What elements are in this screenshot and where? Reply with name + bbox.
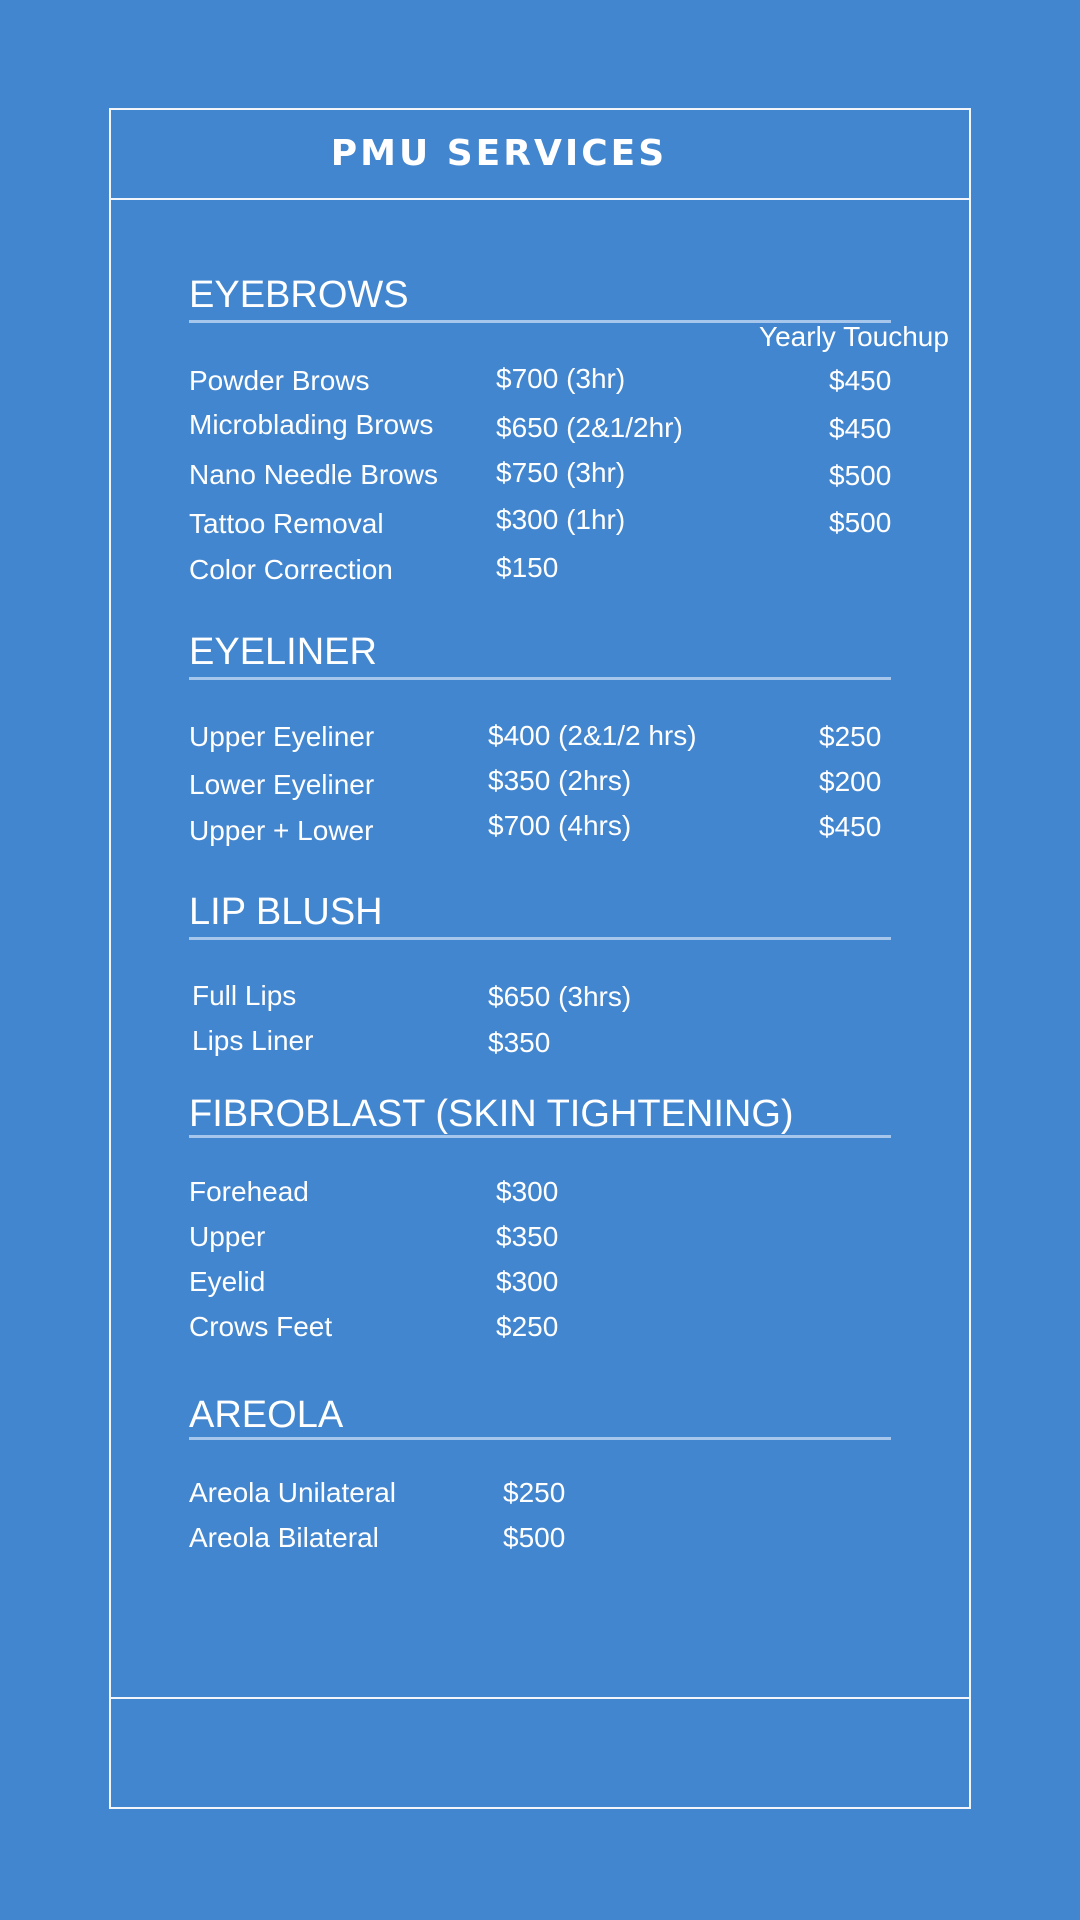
service-name: Eyelid (189, 1266, 266, 1297)
service-price: $350 (496, 1221, 559, 1252)
section-heading-lip-blush: LIP BLUSH (189, 891, 383, 933)
section-rule-areola (189, 1437, 891, 1440)
service-price: $350 (488, 1027, 551, 1058)
service-price: $750 (3hr) (496, 457, 626, 488)
section-rule-lip-blush (189, 937, 891, 940)
service-price: $150 (496, 552, 559, 583)
service-price: $500 (503, 1522, 566, 1553)
section-heading-eyebrows: EYEBROWS (189, 274, 409, 316)
service-touchup-price: $250 (819, 721, 882, 752)
service-name: Areola Unilateral (189, 1477, 396, 1508)
service-name: Forehead (189, 1176, 309, 1207)
footer-divider (109, 1697, 971, 1699)
section-rule-fibroblast (189, 1135, 891, 1138)
service-name: Lower Eyeliner (189, 769, 375, 800)
service-touchup-price: $450 (819, 811, 882, 842)
service-price: $300 (496, 1266, 559, 1297)
service-price: $250 (503, 1477, 566, 1508)
service-price: $300 (1hr) (496, 504, 626, 535)
yearly-touchup-header: Yearly Touchup (759, 321, 949, 352)
service-name: Upper (189, 1221, 266, 1252)
service-name: Powder Brows (189, 365, 370, 396)
service-name: Full Lips (192, 980, 297, 1011)
service-price: $700 (3hr) (496, 363, 626, 394)
header-divider (109, 198, 971, 200)
service-name: Tattoo Removal (189, 508, 384, 539)
service-price: $350 (2hrs) (488, 765, 632, 796)
service-name: Nano Needle Brows (189, 459, 439, 490)
service-touchup-price: $450 (829, 413, 892, 444)
section-heading-areola: AREOLA (189, 1394, 344, 1436)
service-touchup-price: $450 (829, 365, 892, 396)
service-price: $250 (496, 1311, 559, 1342)
section-heading-fibroblast: FIBROBLAST (SKIN TIGHTENING) (189, 1093, 794, 1135)
service-price: $650 (3hrs) (488, 981, 632, 1012)
service-price: $400 (2&1/2 hrs) (488, 720, 697, 751)
service-name: Microblading Brows (189, 409, 434, 440)
service-price: $300 (496, 1176, 559, 1207)
page-title: PMU SERVICES (330, 133, 668, 174)
service-name: Upper Eyeliner (189, 721, 375, 752)
service-price: $650 (2&1/2hr) (496, 412, 683, 443)
service-name: Upper + Lower (189, 815, 374, 846)
service-touchup-price: $500 (829, 507, 892, 538)
service-name: Crows Feet (189, 1311, 333, 1342)
section-heading-eyeliner: EYELINER (189, 631, 377, 673)
service-name: Color Correction (189, 554, 393, 585)
service-touchup-price: $200 (819, 766, 882, 797)
section-rule-eyeliner (189, 677, 891, 680)
service-name: Areola Bilateral (189, 1522, 379, 1553)
service-touchup-price: $500 (829, 460, 892, 491)
service-name: Lips Liner (192, 1025, 314, 1056)
service-price: $700 (4hrs) (488, 810, 632, 841)
